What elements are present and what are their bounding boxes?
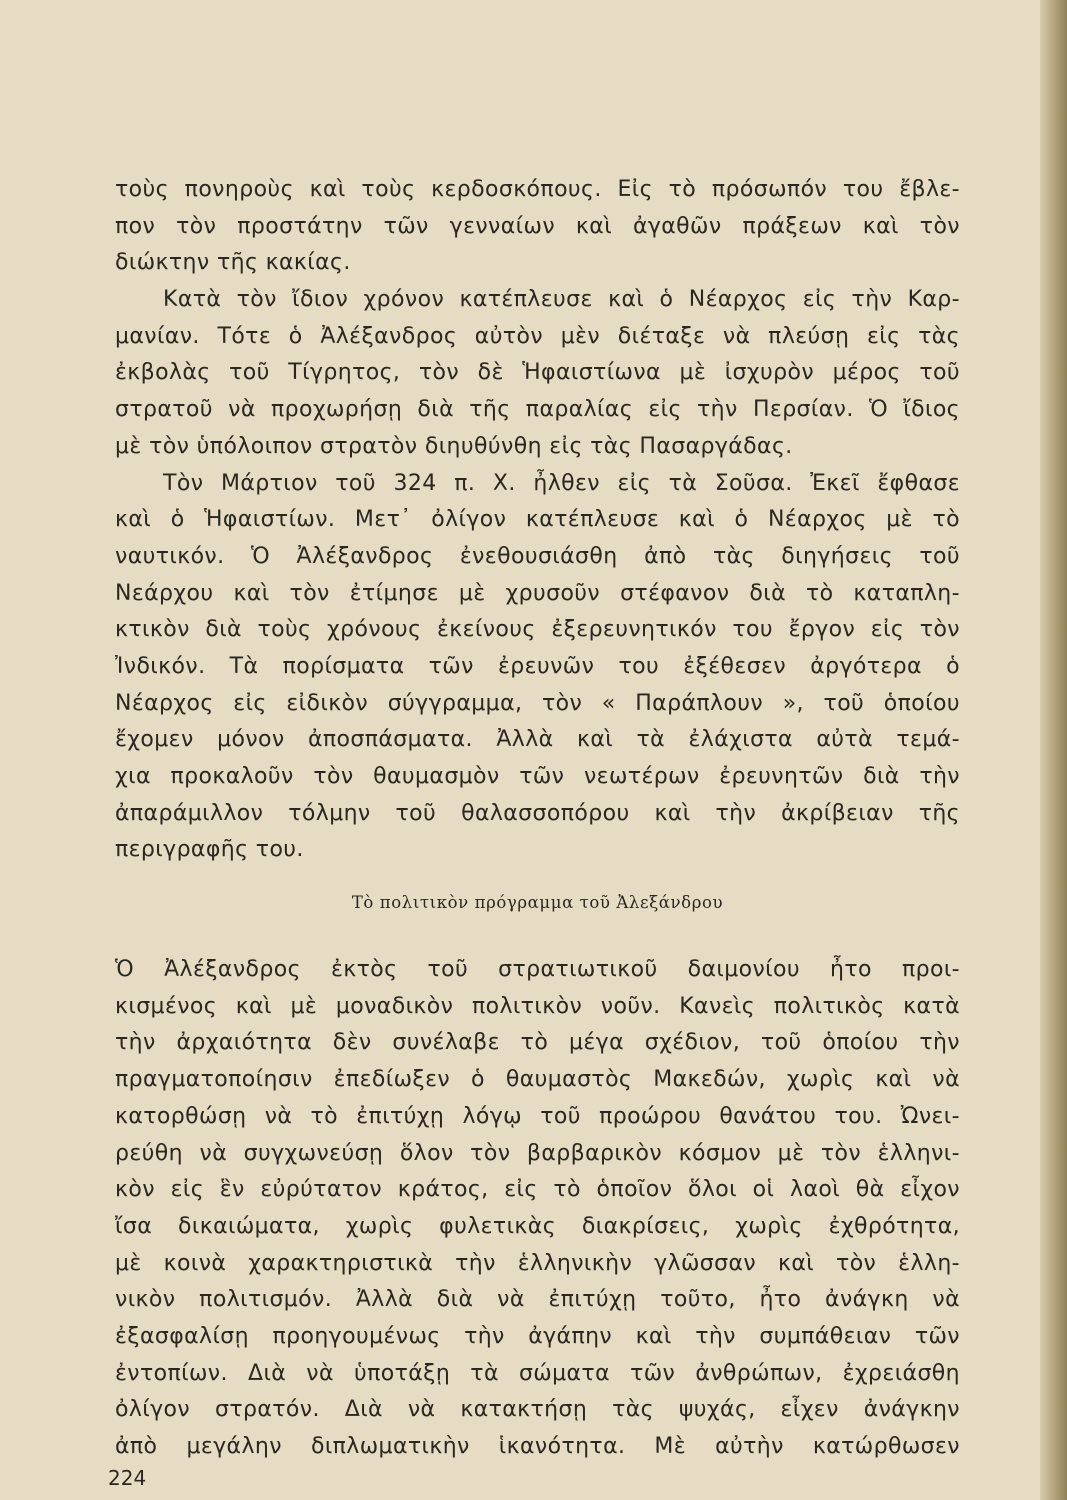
text-line: κτικὸν διὰ τοὺς χρόνους ἐκείνους ἐξερευνητικόν του ἔργον εἰς τὸν: [115, 617, 960, 643]
text-line: ἐντοπίων. Διὰ νὰ ὑποτάξῃ τὰ σώματα τῶν ἀνθρώπων, ἐχρειάσθη: [115, 1360, 960, 1386]
text-line: περιγραφῆς του.: [115, 837, 304, 863]
text-line: πραγματοποίησιν ἐπεδίωξεν ὁ θαυμαστὸς Μακεδών, χωρὶς καὶ νὰ: [115, 1067, 960, 1093]
text-line: μανίαν. Τότε ὁ Ἀλέξανδρος αὐτὸν μὲν διέταξε νὰ πλεύσῃ εἰς τὰς: [115, 323, 960, 349]
text-line: ἔχομεν μόνον ἀποσπάσματα. Ἀλλὰ καὶ τὰ ἐλάχιστα αὐτὰ τεμά-: [115, 727, 960, 753]
text-line: πον τὸν προστάτην τῶν γενναίων καὶ ἀγαθῶν πράξεων καὶ τὸν: [115, 213, 960, 239]
text-line: νικὸν πολιτισμόν. Ἀλλὰ διὰ νὰ ἐπιτύχῃ τοῦτο, ἦτο ἀνάγκη νὰ: [115, 1287, 960, 1313]
text-line: Κατὰ τὸν ἴδιον χρόνον κατέπλευσε καὶ ὁ Νέαρχος εἰς τὴν Καρ-: [163, 287, 960, 313]
text-line: Τὸν Μάρτιον τοῦ 324 π. Χ. ἦλθεν εἰς τὰ Σοῦσα. Ἐκεῖ ἔφθασε: [163, 470, 960, 496]
text-line: κὸν εἰς ἓν εὐρύτατον κράτος, εἰς τὸ ὁποῖον ὅλοι οἱ λαοὶ θὰ εἶχον: [115, 1177, 960, 1203]
text-line: χια προκαλοῦν τὸν θαυμασμὸν τῶν νεωτέρων ἐρευνητῶν διὰ τὴν: [115, 764, 960, 789]
page-text: [115, 172, 960, 1466]
paragraph-2: [115, 282, 960, 465]
paragraph-1: [115, 172, 960, 282]
book-spine-shadow: [1040, 0, 1067, 1500]
section-heading: Τὸ πολιτικὸν πρόγραμμα τοῦ Ἀλεξάνδρου: [351, 893, 724, 913]
text-line: κισμένος καὶ μὲ μοναδικὸν πολιτικὸν νοῦν. Κανεὶς πολιτικὸς κατὰ: [115, 993, 960, 1019]
text-line: τοὺς πονηροὺς καὶ τοὺς κερδοσκόπους. Εἰς τὸ πρόσωπόν του ἔβλε-: [115, 177, 960, 202]
text-line: τὴν ἀρχαιότητα δὲν συνέλαβε τὸ μέγα σχέδιον, τοῦ ὁποίου τὴν: [115, 1030, 960, 1056]
text-line: καὶ ὁ Ἡφαιστίων. Μετ᾽ ὀλίγον κατέπλευσε καὶ ὁ Νέαρχος μὲ τὸ: [115, 507, 960, 533]
text-line: στρατοῦ νὰ προχωρήσῃ διὰ τῆς παραλίας εἰς τὴν Περσίαν. Ὁ ἴδιος: [115, 397, 960, 423]
text-line: Νέαρχος εἰς εἰδικὸν σύγγραμμα, τὸν « Παράπλουν », τοῦ ὁποίου: [115, 690, 960, 716]
text-line: ὀλίγον στρατόν. Διὰ νὰ κατακτήσῃ τὰς ψυχάς, εἶχεν ἀνάγκην: [115, 1397, 960, 1423]
text-line: ἐξασφαλίσῃ προηγουμένως τὴν ἀγάπην καὶ τὴν συμπάθειαν τῶν: [115, 1323, 960, 1349]
text-line: διώκτην τῆς κακίας.: [115, 250, 351, 276]
page-number: 224: [108, 1466, 147, 1490]
text-line: Νεάρχου καὶ τὸν ἐτίμησε μὲ χρυσοῦν στέφανον διὰ τὸ καταπλη-: [115, 580, 960, 606]
text-line: Ὁ Ἀλέξανδρος ἐκτὸς τοῦ στρατιωτικοῦ δαιμονίου ἦτο προι-: [115, 957, 960, 983]
paragraph-3: [115, 466, 960, 870]
text-line: κατορθώσῃ νὰ τὸ ἐπιτύχῃ λόγῳ τοῦ προώρου θανάτου του. Ὠνει-: [115, 1103, 960, 1129]
text-line: ναυτικόν. Ὁ Ἀλέξανδρος ἐνεθουσιάσθη ἀπὸ τὰς διηγήσεις τοῦ: [115, 543, 960, 569]
text-line: μὲ τὸν ὑπόλοιπον στρατὸν διηυθύνθη εἰς τὰς Πασαργάδας.: [115, 433, 793, 459]
text-line: ἀπὸ μεγάλην διπλωματικὴν ἱκανότητα. Μὲ αὐτὴν κατώρθωσεν: [115, 1434, 960, 1459]
text-line: ἴσα δικαιώματα, χωρὶς φυλετικὰς διακρίσεις, χωρὶς ἐχθρότητα,: [115, 1213, 960, 1239]
text-line: ρεύθη νὰ συγχωνεύσῃ ὅλον τὸν βαρβαρικὸν κόσμον μὲ τὸν ἑλληνι-: [115, 1140, 960, 1166]
text-line: μὲ κοινὰ χαρακτηριστικὰ τὴν ἑλληνικὴν γλῶσσαν καὶ τὸν ἑλλη-: [115, 1250, 960, 1276]
text-line: ἐκβολὰς τοῦ Τίγρητος, τὸν δὲ Ἡφαιστίωνα μὲ ἰσχυρὸν μέρος τοῦ: [115, 360, 960, 386]
text-line: ἀπαράμιλλον τόλμην τοῦ θαλασσοπόρου καὶ τὴν ἀκρίβειαν τῆς: [115, 800, 960, 826]
paragraph-4: [115, 952, 960, 1466]
text-line: Ἰνδικόν. Τὰ πορίσματα τῶν ἐρευνῶν του ἐξέθεσεν ἀργότερα ὁ: [115, 653, 960, 679]
